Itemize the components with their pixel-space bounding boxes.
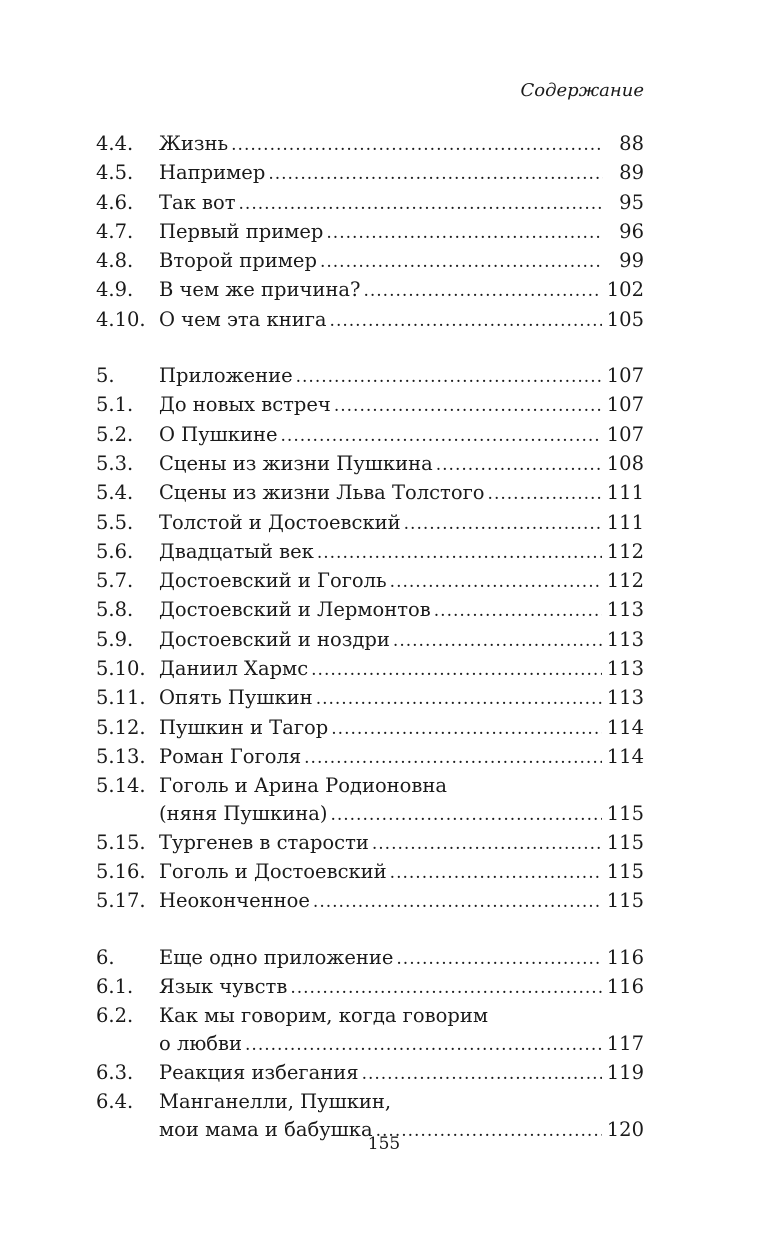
entry-page: 115: [606, 860, 644, 884]
toc-entry[interactable]: [96, 772, 644, 829]
entry-number: 5.12.: [96, 715, 146, 739]
dot-leader: [320, 249, 603, 276]
entry-title: Роман Гоголя: [159, 744, 302, 768]
entry-title: Приложение: [159, 364, 293, 388]
entry-number: 5.1.: [96, 393, 134, 417]
toc-entry[interactable]: [96, 858, 644, 887]
dot-leader: [372, 831, 602, 858]
entry-page: 112: [606, 569, 644, 593]
entry-number: 5.11.: [96, 686, 146, 710]
entry-number: 6.4.: [96, 1090, 134, 1114]
toc-entry[interactable]: [96, 829, 644, 858]
entry-title: Как мы говорим, когда говорим: [159, 1004, 489, 1028]
entry-title: Достоевский и Лермонтов: [159, 598, 431, 622]
entry-number: 6.3.: [96, 1060, 134, 1084]
entry-title: Второй пример: [159, 249, 317, 273]
entry-number: 5.17.: [96, 889, 146, 913]
entry-number: 5.5.: [96, 510, 134, 534]
toc-entry[interactable]: [96, 189, 644, 218]
toc-entry[interactable]: [96, 655, 644, 684]
entry-page: 89: [619, 161, 644, 185]
dot-leader: [331, 716, 602, 743]
toc-entry[interactable]: [96, 973, 644, 1002]
entry-title: Гоголь и Достоевский: [159, 860, 387, 884]
toc-entry[interactable]: [96, 159, 644, 188]
entry-page: 120: [606, 1117, 644, 1141]
entry-title: Язык чувств: [159, 975, 288, 999]
entry-number: 4.7.: [96, 219, 134, 243]
entry-page: 115: [606, 830, 644, 854]
entry-page: 96: [619, 219, 644, 243]
toc-section: [96, 130, 644, 335]
entry-page: 113: [606, 657, 644, 681]
entry-page: 111: [606, 510, 644, 534]
entry-title: Толстой и Достоевский: [159, 510, 401, 534]
entry-number: 5.9.: [96, 627, 134, 651]
entry-title: Сцены из жизни Пушкина: [159, 451, 433, 475]
dot-leader: [334, 393, 602, 420]
dot-leader: [362, 1061, 602, 1088]
entry-title: Неоконченное: [159, 889, 310, 913]
entry-page: 111: [606, 481, 644, 505]
dot-leader: [393, 628, 602, 655]
toc-entry[interactable]: [96, 450, 644, 479]
entry-title: Даниил Хармс: [159, 657, 309, 681]
entry-title: Манганелли, Пушкин,: [159, 1090, 392, 1114]
entry-number: 4.4.: [96, 132, 134, 155]
entry-number: 5.13.: [96, 744, 146, 768]
entry-title: Так вот: [159, 190, 236, 214]
entry-page: 116: [606, 975, 644, 999]
entry-page: 88: [619, 132, 644, 155]
dot-leader: [311, 657, 602, 684]
toc-entry[interactable]: [96, 714, 644, 743]
entry-page: 107: [606, 422, 644, 446]
entry-number: 6.2.: [96, 1004, 134, 1028]
entry-page: 95: [619, 190, 644, 214]
entry-title: Реакция избегания: [159, 1060, 359, 1084]
dot-leader: [436, 452, 602, 479]
entry-number: 5.4.: [96, 481, 134, 505]
entry-title: О чем эта книга: [159, 307, 327, 331]
toc-entry[interactable]: [96, 567, 644, 596]
entry-page: 113: [606, 686, 644, 710]
entry-page: 113: [606, 598, 644, 622]
entry-page: 119: [606, 1060, 644, 1084]
entry-number: 4.9.: [96, 278, 134, 302]
toc-entry[interactable]: [96, 479, 644, 508]
toc-entry[interactable]: [96, 626, 644, 655]
entry-title: До новых встреч: [159, 393, 331, 417]
toc-entry[interactable]: [96, 391, 644, 420]
entry-number: 5.: [96, 364, 115, 388]
entry-title: Жизнь: [159, 132, 229, 155]
entry-page: 99: [619, 249, 644, 273]
entry-number: 5.3.: [96, 451, 134, 475]
entry-number: 4.10.: [96, 307, 146, 331]
dot-leader: [231, 132, 603, 159]
toc-entry[interactable]: [96, 130, 644, 159]
entry-title: Еще одно приложение: [159, 945, 394, 969]
dot-leader: [290, 975, 601, 1002]
toc-entry[interactable]: [96, 509, 644, 538]
entry-number: 5.6.: [96, 539, 134, 563]
entry-page: 115: [606, 889, 644, 913]
entry-title: Первый пример: [159, 219, 324, 243]
dot-leader: [390, 569, 602, 596]
entry-page: 114: [606, 744, 644, 768]
page-number: 155: [367, 1134, 401, 1154]
dot-leader: [363, 278, 601, 305]
dot-leader: [390, 860, 602, 887]
entry-number: 5.15.: [96, 830, 146, 854]
dot-leader: [330, 308, 602, 335]
entry-number: 4.6.: [96, 190, 134, 214]
table-of-contents: [96, 130, 644, 1172]
entry-page: 105: [606, 307, 644, 331]
entry-title: О Пушкине: [159, 422, 278, 446]
toc-entry[interactable]: [96, 421, 644, 450]
entry-page: 117: [606, 1031, 644, 1055]
entry-title: Гоголь и Арина Родионовна: [159, 774, 448, 798]
toc-entry[interactable]: [96, 276, 644, 305]
entry-title: о любви: [159, 1031, 243, 1055]
entry-page: 107: [606, 364, 644, 388]
dot-leader: [396, 946, 601, 973]
dot-leader: [434, 598, 602, 625]
toc-section: [96, 362, 644, 917]
toc-entry[interactable]: [96, 1002, 644, 1059]
toc-entry[interactable]: [96, 247, 644, 276]
entry-page: 102: [606, 278, 644, 302]
dot-leader: [281, 423, 602, 450]
entry-page: 115: [606, 801, 644, 825]
entry-title: Двадцатый век: [159, 539, 314, 563]
entry-number: 6.1.: [96, 975, 134, 999]
entry-number: 4.8.: [96, 249, 134, 273]
entry-title: Например: [159, 161, 266, 185]
dot-leader: [330, 802, 601, 829]
dot-leader: [316, 686, 602, 713]
toc-entry[interactable]: [96, 306, 644, 335]
toc-section: [96, 944, 644, 1145]
toc-entry[interactable]: [96, 1059, 644, 1088]
dot-leader: [304, 745, 602, 772]
entry-title: Достоевский и Гоголь: [159, 569, 387, 593]
entry-title: (няня Пушкина): [159, 801, 328, 825]
toc-entry[interactable]: [96, 218, 644, 247]
dot-leader: [239, 191, 603, 218]
toc-entry[interactable]: [96, 944, 644, 973]
entry-number: 5.8.: [96, 598, 134, 622]
dot-leader: [326, 220, 603, 247]
entry-title: В чем же причина?: [159, 278, 361, 302]
entry-title: Опять Пушкин: [159, 686, 313, 710]
entry-title: мои мама и бабушка: [159, 1117, 373, 1141]
dot-leader: [313, 889, 602, 916]
toc-entry[interactable]: [96, 538, 644, 567]
entry-title: Пушкин и Тагор: [159, 715, 329, 739]
entry-number: 5.16.: [96, 860, 146, 884]
entry-title: Достоевский и ноздри: [159, 627, 390, 651]
entry-number: 5.10.: [96, 657, 146, 681]
dot-leader: [245, 1032, 602, 1059]
entry-page: 113: [606, 627, 644, 651]
dot-leader: [268, 161, 603, 188]
toc-entry[interactable]: [96, 743, 644, 772]
entry-page: 108: [606, 451, 644, 475]
entry-title: Тургенев в старости: [159, 830, 369, 854]
dot-leader: [296, 364, 602, 391]
toc-entry[interactable]: [96, 362, 644, 391]
dot-leader: [404, 511, 602, 538]
entry-page: 116: [606, 945, 644, 969]
entry-number: 6.: [96, 945, 115, 969]
toc-entry[interactable]: [96, 887, 644, 916]
entry-title: Сцены из жизни Льва Толстого: [159, 481, 485, 505]
entry-number: 5.14.: [96, 774, 146, 798]
toc-entry[interactable]: [96, 684, 644, 713]
entry-page: 112: [606, 539, 644, 563]
entry-number: 5.7.: [96, 569, 134, 593]
entry-page: 114: [606, 715, 644, 739]
toc-entry[interactable]: [96, 596, 644, 625]
entry-number: 5.2.: [96, 422, 134, 446]
running-title: Содержание: [520, 80, 644, 101]
dot-leader: [317, 540, 602, 567]
entry-page: 107: [606, 393, 644, 417]
dot-leader: [488, 481, 602, 508]
entry-number: 4.5.: [96, 161, 134, 185]
